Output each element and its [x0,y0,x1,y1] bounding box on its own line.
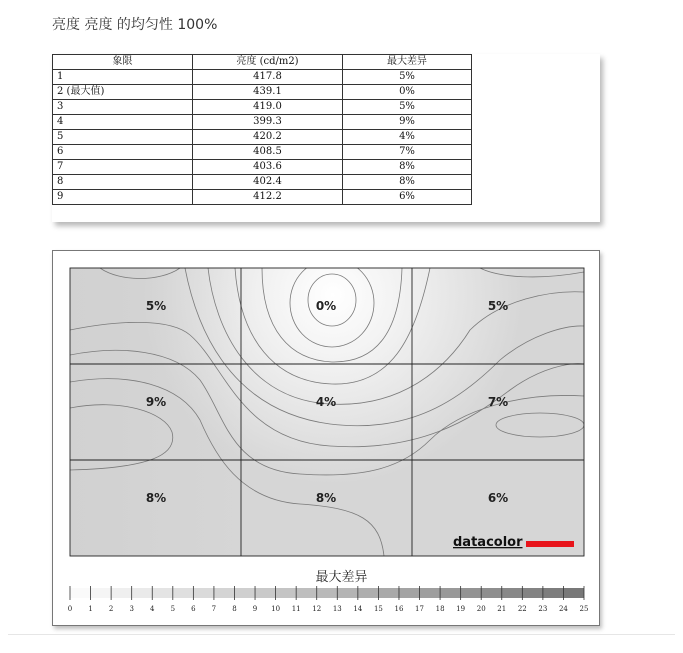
quadrant-cell: 6 [53,145,193,160]
datacolor-logo-bar [526,541,574,547]
scale-tick-label: 14 [353,605,363,613]
quadrant-cell: 9 [53,190,193,205]
cell-label-5: 4% [315,395,337,409]
luminance-cell: 419.0 [193,100,343,115]
scale-segment [420,588,441,598]
scale-tick-label: 25 [579,605,589,613]
plot-shade [70,268,270,556]
scale-tick-label: 18 [435,605,445,613]
max-diff-cell: 8% [343,160,472,175]
scale-tick-label: 23 [538,605,548,613]
cell-label-7: 8% [145,491,167,505]
quadrant-cell: 4 [53,115,193,130]
scale-tick-label: 15 [373,605,383,613]
footer-divider [8,634,675,635]
cell-label-9: 6% [487,491,509,505]
scale-segment [296,588,317,598]
scale-segment [481,588,502,598]
scale-segment [111,588,132,598]
scale-segment [461,588,482,598]
scale-segment [440,588,461,598]
scale-tick-label: 17 [415,605,424,613]
max-diff-cell: 5% [343,70,472,85]
page-title: 亮度 亮度 的均匀性 100% [52,17,218,33]
cell-label-2: 0% [315,299,337,313]
luminance-cell: 402.4 [193,175,343,190]
cell-label-6: 7% [487,395,509,409]
scale-segment [70,588,91,598]
scale-segment [358,588,379,598]
max-diff-cell: 7% [343,145,472,160]
legend-title: 最大差异 [315,570,368,585]
scale-segment [276,588,297,598]
scale-tick-label: 1 [88,605,93,613]
scale-tick-label: 16 [394,605,404,613]
cell-label-3: 5% [487,299,509,313]
scale-tick-label: 10 [271,605,281,613]
luminance-cell: 439.1 [193,85,343,100]
scale-tick-label: 0 [67,605,73,613]
quadrant-cell: 5 [53,130,193,145]
luminance-cell: 420.2 [193,130,343,145]
scale-tick-label: 13 [332,605,342,613]
scale-segment [214,588,235,598]
scale-segment [152,588,173,598]
quadrant-cell: 7 [53,160,193,175]
scale-tick-label: 3 [129,605,134,613]
scale-tick-label: 7 [211,605,217,613]
datacolor-logo-text: datacolor [453,535,523,550]
scale-tick-label: 9 [252,605,258,613]
scale-tick-label: 2 [108,605,114,613]
scale-tick-label: 5 [170,605,176,613]
max-diff-cell: 4% [343,130,472,145]
max-diff-cell: 8% [343,175,472,190]
scale-tick-label: 4 [150,605,155,613]
luminance-cell: 399.3 [193,115,343,130]
scale-segment [378,588,399,598]
max-diff-cell: 6% [343,190,472,205]
scale-tick-label: 20 [476,605,486,613]
scale-segment [563,588,584,598]
scale-tick-label: 12 [312,605,322,613]
max-diff-scale [68,586,589,613]
header-luminance: 亮度 (cd/m2) [193,55,343,70]
luminance-cell: 412.2 [193,190,343,205]
luminance-cell: 417.8 [193,70,343,85]
luminance-cell: 403.6 [193,160,343,175]
quadrant-cell: 1 [53,70,193,85]
scale-tick-label: 11 [291,605,301,613]
luminance-cell: 408.5 [193,145,343,160]
scale-segment [522,588,543,598]
scale-tick-label: 8 [232,605,237,613]
scale-segment [132,588,153,598]
quadrant-cell: 2 (最大值) [53,85,193,100]
scale-segment [234,588,255,598]
cell-label-4: 9% [145,395,167,409]
scale-segment [543,588,564,598]
max-diff-cell: 5% [343,100,472,115]
header-max-diff: 最大差异 [343,55,472,70]
scale-tick-label: 22 [517,605,527,613]
scale-segment [337,588,358,598]
scale-tick-label: 24 [558,605,568,613]
scale-segment [502,588,523,598]
max-diff-cell: 9% [343,115,472,130]
scale-segment [399,588,420,598]
max-diff-cell: 0% [343,85,472,100]
scale-tick-label: 19 [456,605,466,613]
scale-segment [173,588,194,598]
scale-segment [193,588,214,598]
quadrant-cell: 8 [53,175,193,190]
header-quadrant: 象限 [53,55,193,70]
quadrant-cell: 3 [53,100,193,115]
scale-segment [255,588,276,598]
scale-tick-label: 6 [191,605,196,613]
scale-tick-label: 21 [497,605,507,613]
scale-segment [91,588,112,598]
cell-label-8: 8% [315,491,337,505]
cell-label-1: 5% [145,299,167,313]
scale-segment [317,588,338,598]
